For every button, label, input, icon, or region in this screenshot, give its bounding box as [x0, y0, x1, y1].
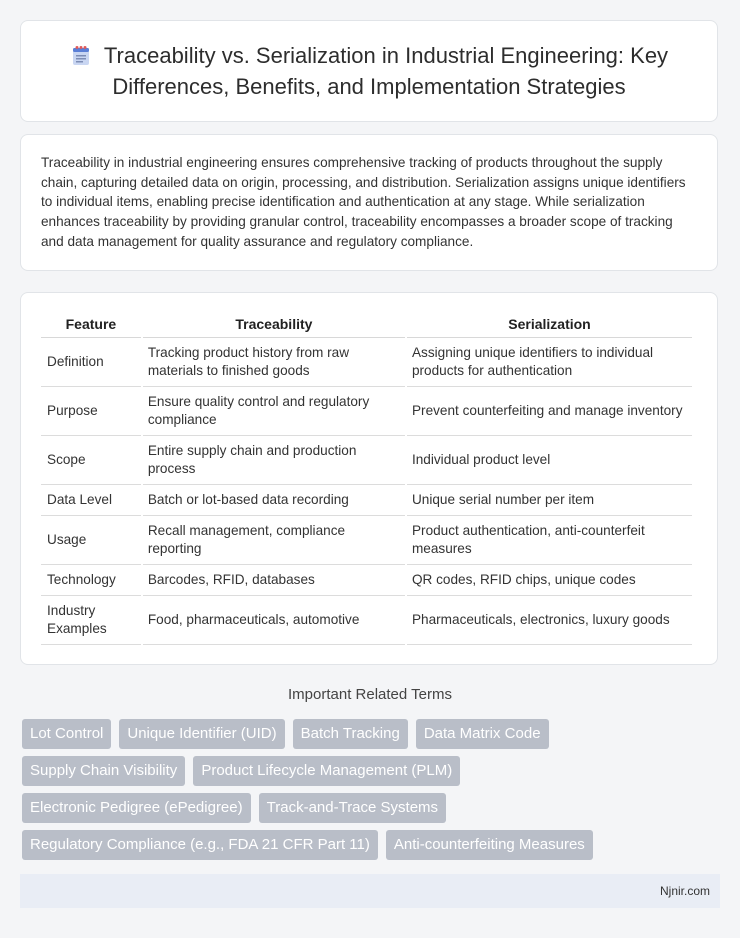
cell-traceability: Food, pharmaceuticals, automotive: [143, 596, 405, 645]
cell-traceability: Entire supply chain and production process: [143, 436, 405, 485]
cell-serialization: QR codes, RFID chips, unique codes: [407, 565, 692, 596]
cell-feature: Scope: [41, 436, 141, 485]
term-tag[interactable]: Regulatory Compliance (e.g., FDA 21 CFR Part 11): [22, 830, 378, 860]
page-title-text: Traceability vs. Serialization in Industrial Engineering: Key Differences, Benefits, and Implementation Strategies: [103, 43, 669, 99]
term-row: [22, 756, 722, 786]
cell-feature: Definition: [41, 338, 141, 387]
cell-serialization: Pharmaceuticals, electronics, luxury goods: [407, 596, 692, 645]
table-row: [41, 485, 692, 516]
cell-serialization: Unique serial number per item: [407, 485, 692, 516]
related-terms: [22, 719, 722, 867]
footer-site[interactable]: Njnir.com: [659, 884, 710, 898]
cell-traceability: Recall management, compliance reporting: [143, 516, 405, 565]
cell-traceability: Tracking product history from raw materials to finished goods: [143, 338, 405, 387]
cell-feature: Usage: [41, 516, 141, 565]
cell-feature: Technology: [41, 565, 141, 596]
cell-serialization: Assigning unique identifiers to individual products for authentication: [407, 338, 692, 387]
header-traceability: Traceability: [143, 311, 405, 338]
comparison-table-card: [20, 292, 718, 665]
comparison-table: [39, 311, 694, 645]
cell-feature: Data Level: [41, 485, 141, 516]
cell-feature: Purpose: [41, 387, 141, 436]
intro-paragraph: Traceability in industrial engineering ensures comprehensive tracking of products throughout the supply chain, capturing detailed data on origin, processing, and distribution. Serialization assigns unique identifiers to individual items, enabling precise identification and authentication at any stage. While serialization enhances traceability by providing granular control, traceability encompasses a broader scope of tracking and data management for quality assurance and regulatory compliance.: [41, 155, 686, 249]
related-terms-heading: Important Related Terms: [288, 686, 452, 703]
title-card: [20, 20, 718, 122]
cell-traceability: Batch or lot-based data recording: [143, 485, 405, 516]
table-row: [41, 565, 692, 596]
table-row: [41, 596, 692, 645]
term-tag[interactable]: Unique Identifier (UID): [119, 719, 284, 749]
header-feature: Feature: [41, 311, 141, 338]
term-tag[interactable]: Track-and-Trace Systems: [259, 793, 446, 823]
term-tag[interactable]: Supply Chain Visibility: [22, 756, 185, 786]
term-tag[interactable]: Electronic Pedigree (ePedigree): [22, 793, 251, 823]
table-row: [41, 387, 692, 436]
cell-feature: Industry Examples: [41, 596, 141, 645]
table-header-row: [41, 311, 692, 338]
term-tag[interactable]: Data Matrix Code: [416, 719, 549, 749]
term-tag[interactable]: Anti-counterfeiting Measures: [386, 830, 593, 860]
page-title: [21, 40, 717, 102]
header-serialization: Serialization: [407, 311, 692, 338]
cell-traceability: Barcodes, RFID, databases: [143, 565, 405, 596]
term-tag[interactable]: Product Lifecycle Management (PLM): [193, 756, 460, 786]
cell-traceability: Ensure quality control and regulatory compliance: [143, 387, 405, 436]
term-row: [22, 830, 722, 860]
cell-serialization: Prevent counterfeiting and manage inventory: [407, 387, 692, 436]
cell-serialization: Individual product level: [407, 436, 692, 485]
table-row: [41, 338, 692, 387]
term-row: [22, 793, 722, 823]
cell-serialization: Product authentication, anti-counterfeit measures: [407, 516, 692, 565]
footer: [20, 874, 720, 908]
intro-card: [20, 134, 718, 271]
term-row: [22, 719, 722, 749]
notepad-icon: [70, 44, 92, 66]
term-tag[interactable]: Batch Tracking: [293, 719, 408, 749]
term-tag[interactable]: Lot Control: [22, 719, 111, 749]
table-row: [41, 436, 692, 485]
table-row: [41, 516, 692, 565]
